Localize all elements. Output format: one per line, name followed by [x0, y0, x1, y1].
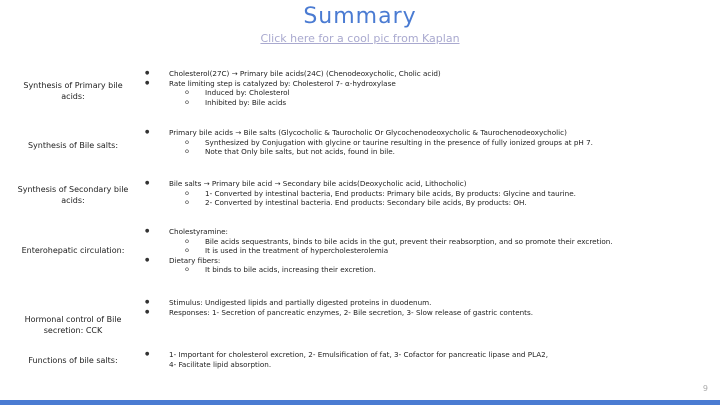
row-content-functions-bile-salts	[145, 350, 705, 369]
sub-bullet-item: o Note that Only bile salts, but not acids, found in bile.	[145, 147, 705, 157]
bullet-item: ● Cholestyramine:	[145, 227, 705, 237]
row-label-secondary-bile-acids: Synthesis of Secondary bile acids:	[17, 185, 129, 205]
bullet-item: ● Stimulus: Undigested lipids and partially digested proteins in duodenum.	[145, 298, 705, 308]
sub-bullet-item: o Inhibited by: Bile acids	[145, 98, 705, 108]
bullet-continuation: 4- Facilitate lipid absorption.	[169, 359, 272, 369]
row-content-bile-salts	[145, 128, 705, 157]
bullet-item: ● Primary bile acids → Bile salts (Glycocholic & Taurocholic Or Glycochenodeoxycholic & Taurochenodeoxycholic)	[145, 128, 705, 138]
sub-bullet-item: o Induced by: Cholesterol	[145, 88, 705, 98]
row-label-primary-bile-acids: Synthesis of Primary bile acids:	[23, 81, 123, 101]
row-label-bile-salts: Synthesis of Bile salts:	[27, 141, 119, 150]
page-number: 9	[702, 384, 708, 393]
sub-bullet-item: o 2- Converted by intestinal bacteria. End products: Secondary bile acids, By products: OH.	[145, 198, 705, 208]
sub-bullet-item: o 1- Converted by intestinal bacteria, End products: Primary bile acids, By products: Glycine and taurine.	[145, 189, 705, 199]
bullet-item: ● 1- Important for cholesterol excretion, 2- Emulsification of fat, 3- Cofactor for pancreatic lipase and PLA2,	[145, 350, 705, 360]
row-content-primary-bile-acids	[145, 69, 705, 107]
sub-bullet-item: o It is used in the treatment of hypercholesterolemia	[145, 246, 705, 256]
kaplan-pic-link[interactable]: Click here for a cool pic from Kaplan	[260, 32, 460, 45]
sub-bullet-item: o It binds to bile acids, increasing their excretion.	[145, 265, 705, 275]
sub-bullet-item: o Synthesized by Conjugation with glycine or taurine resulting in the presence of fully ionized groups at pH 7.	[145, 138, 705, 148]
row-label-hormonal-control: Hormonal control of Bile secretion: CCK	[24, 315, 122, 335]
row-content-enterohepatic	[145, 227, 705, 275]
row-content-secondary-bile-acids	[145, 179, 705, 208]
bullet-item: ● Bile salts → Primary bile acid → Secondary bile acids(Deoxycholic acid, Lithocholic)	[145, 179, 705, 189]
page-title: Summary	[303, 4, 417, 29]
row-content-hormonal-control	[145, 298, 705, 317]
row-label-functions-bile-salts: Functions of bile salts:	[28, 356, 118, 365]
sub-bullet-item: o Bile acids sequestrants, binds to bile acids in the gut, prevent their reabsorption, and so promote their excretion.	[145, 237, 705, 247]
bullet-item: ● Responses: 1- Secretion of pancreatic enzymes, 2- Bile secretion, 3- Slow release of gastric contents.	[145, 308, 705, 318]
bullet-item: ● Cholesterol(27C) → Primary bile acids(24C) (Chenodeoxycholic, Cholic acid)	[145, 69, 705, 79]
row-label-enterohepatic: Enterohepatic circulation:	[21, 246, 125, 255]
bullet-item: ● Rate limiting step is catalyzed by: Cholesterol 7- α-hydroxylase	[145, 79, 705, 89]
bottom-accent-bar	[0, 400, 720, 405]
bullet-item: ● Dietary fibers:	[145, 256, 705, 266]
